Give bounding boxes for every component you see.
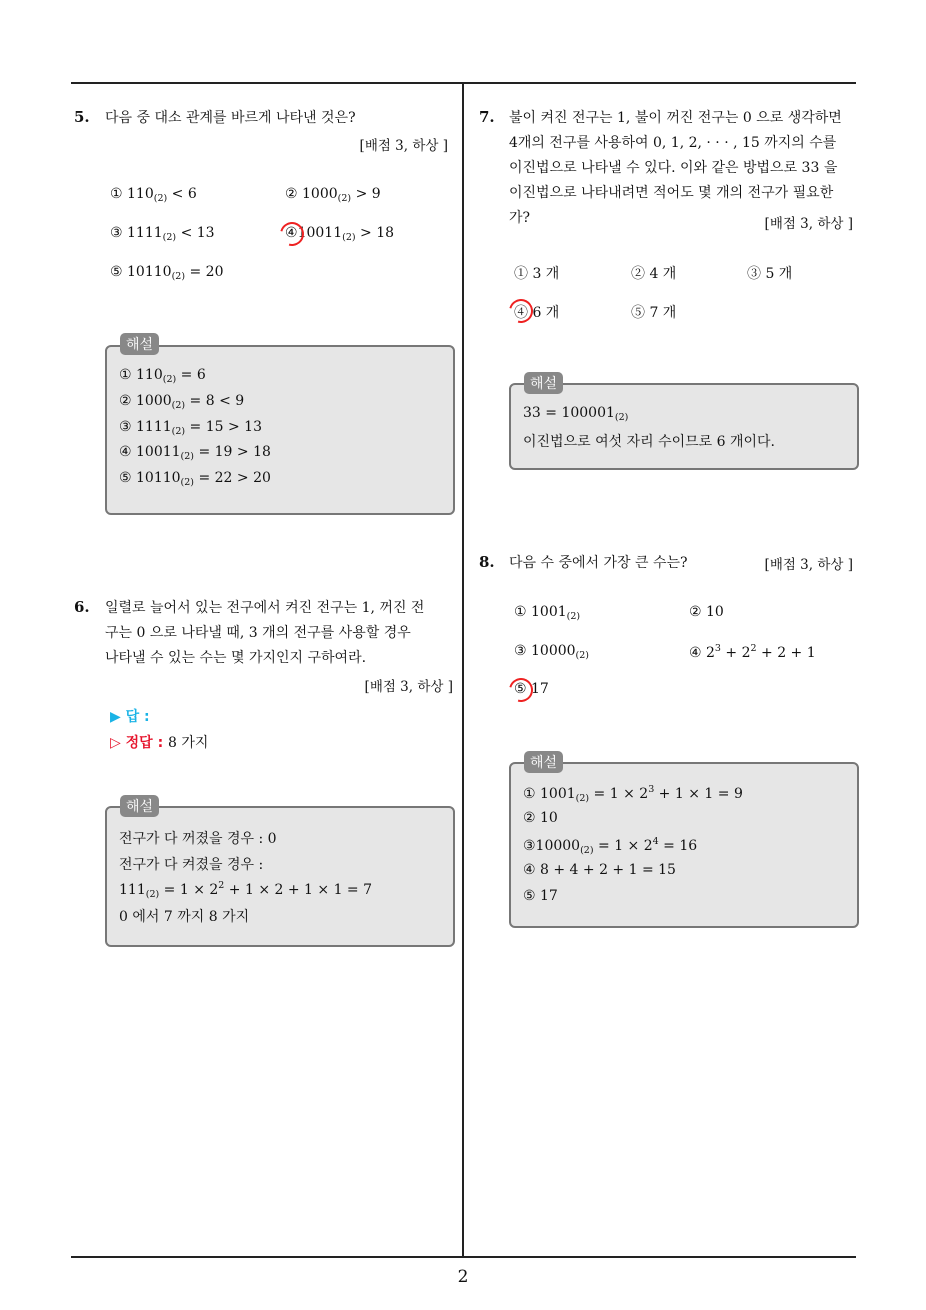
q6-solution-title: 해설: [120, 795, 159, 817]
q5-stem: 다음 중 대소 관계를 바르게 나타낸 것은?: [105, 110, 356, 126]
q8-option-2[interactable]: ② 10: [689, 604, 724, 620]
q6-solution-line-4: 0 에서 7 까지 8 가지: [119, 909, 250, 925]
q7-number: 7.: [479, 108, 495, 126]
top-rule: [71, 82, 856, 84]
q6-answer-field[interactable]: ▶ 답 :: [110, 709, 150, 725]
q5-option-5[interactable]: ⑤ $10110_{(2)} = 20$: [110, 264, 224, 282]
q5-number: 5.: [74, 108, 90, 126]
q8-solution-line-2: ② 10: [523, 810, 558, 826]
q6-solution-line-2: 전구가 다 켜졌을 경우 :: [119, 857, 264, 873]
q7-stem: 불이 켜진 전구는 1, 불이 꺼진 전구는 0 으로 생각하면 4개의 전구를 사용하여 0, 1, 2, · · · , 15 까지의 수를 이진법으로 나타낼 수 있다. 이와 같은 방법으로 33 을 이진법으로 나타내려면 적어도 몇 개의 전구가 필요한 가?: [509, 110, 842, 226]
q8-number: 8.: [479, 553, 495, 571]
q8-solution-line-4: ④ 8 + 4 + 2 + 1 = 15: [523, 862, 676, 878]
q7-solution-box: [509, 383, 859, 470]
q7-correct-mark: [505, 295, 538, 328]
q6-correct-answer: ▷ 정답 : 8 가지: [110, 735, 209, 751]
q8-solution-line-5: ⑤ 17: [523, 888, 558, 904]
q8-option-1[interactable]: ① $1001_{(2)}$: [514, 604, 581, 622]
q7-option-5[interactable]: ⑤ 7 개: [631, 305, 677, 321]
q5-solution-line-4: ④ $10011_{(2)} = 19 > 18$: [119, 444, 271, 462]
q8-solution-box: [509, 762, 859, 928]
q8-solution-line-1: ① $1001_{(2)} = 1 \times 2^3 + 1 \times 1 = 9$: [523, 784, 743, 804]
q5-option-2[interactable]: ② $1000_{(2)} > 9$: [285, 186, 381, 204]
q7-solution-title: 해설: [524, 372, 563, 394]
q5-option-3[interactable]: ③ $1111_{(2)} < 13$: [110, 225, 215, 243]
q6-score-tag: [배점 3, 하상 ]: [364, 679, 453, 695]
q8-option-5[interactable]: ⑤ 17: [514, 681, 549, 697]
q7-option-1[interactable]: ① 3 개: [514, 266, 560, 282]
q8-option-4[interactable]: ④ $2^3 + 2^2 + 2 + 1$: [689, 643, 816, 661]
q5-option-1[interactable]: ① $110_{(2)} < 6$: [110, 186, 197, 204]
q5-solution-title: 해설: [120, 333, 159, 355]
page-number: 2: [457, 1267, 469, 1287]
q8-option-3[interactable]: ③ $10000_{(2)}$: [514, 643, 590, 661]
q5-solution-box: [105, 345, 455, 515]
q5-option-4[interactable]: $④10011_{(2)} > 18$: [285, 225, 395, 243]
q8-solution-title: 해설: [524, 751, 563, 773]
q5-solution-line-1: ① $110_{(2)} = 6$: [119, 367, 206, 385]
q7-solution-line-2: 이진법으로 여섯 자리 수이므로 6 개이다.: [523, 434, 775, 450]
q6-stem: 일렬로 늘어서 있는 전구에서 켜진 전구는 1, 꺼진 전 구는 0 으로 나타낼 때, 3 개의 전구를 사용할 경우 나타낼 수 있는 수는 몇 가지인지 구하여라.: [105, 600, 425, 666]
q7-option-2[interactable]: ② 4 개: [631, 266, 677, 282]
q5-solution-line-5: ⑤ $10110_{(2)} = 22 > 20$: [119, 470, 271, 488]
column-divider: [462, 82, 464, 1257]
bottom-rule: [71, 1256, 856, 1258]
q7-solution-line-1: $33 = 100001_{(2)}$: [523, 405, 629, 423]
q7-option-4[interactable]: ④ 6 개: [514, 305, 560, 321]
q8-solution-line-3: $③10000_{(2)} = 1 \times 2^4 = 16$: [523, 836, 698, 856]
q5-solution-line-3: ③ $1111_{(2)} = 15 > 13$: [119, 419, 262, 437]
q8-stem: 다음 수 중에서 가장 큰 수는?: [509, 555, 688, 571]
q7-option-3[interactable]: ③ 5 개: [747, 266, 793, 282]
q5-solution-line-2: ② $1000_{(2)} = 8 < 9$: [119, 393, 245, 411]
q6-number: 6.: [74, 598, 90, 616]
q6-solution-line-3: $111_{(2)} = 1 \times 2^2 + 1 \times 2 + 1 \times 1 = 7$: [119, 880, 373, 900]
q5-score-tag: [배점 3, 하상 ]: [359, 138, 448, 154]
q5-correct-mark: [276, 218, 309, 251]
q6-solution-line-1: 전구가 다 꺼졌을 경우 : 0: [119, 831, 277, 847]
q6-solution-box: [105, 806, 455, 947]
q8-score-tag: [배점 3, 하상 ]: [764, 557, 853, 573]
q7-score-tag: [배점 3, 하상 ]: [764, 216, 853, 232]
q8-correct-mark: [505, 674, 538, 707]
